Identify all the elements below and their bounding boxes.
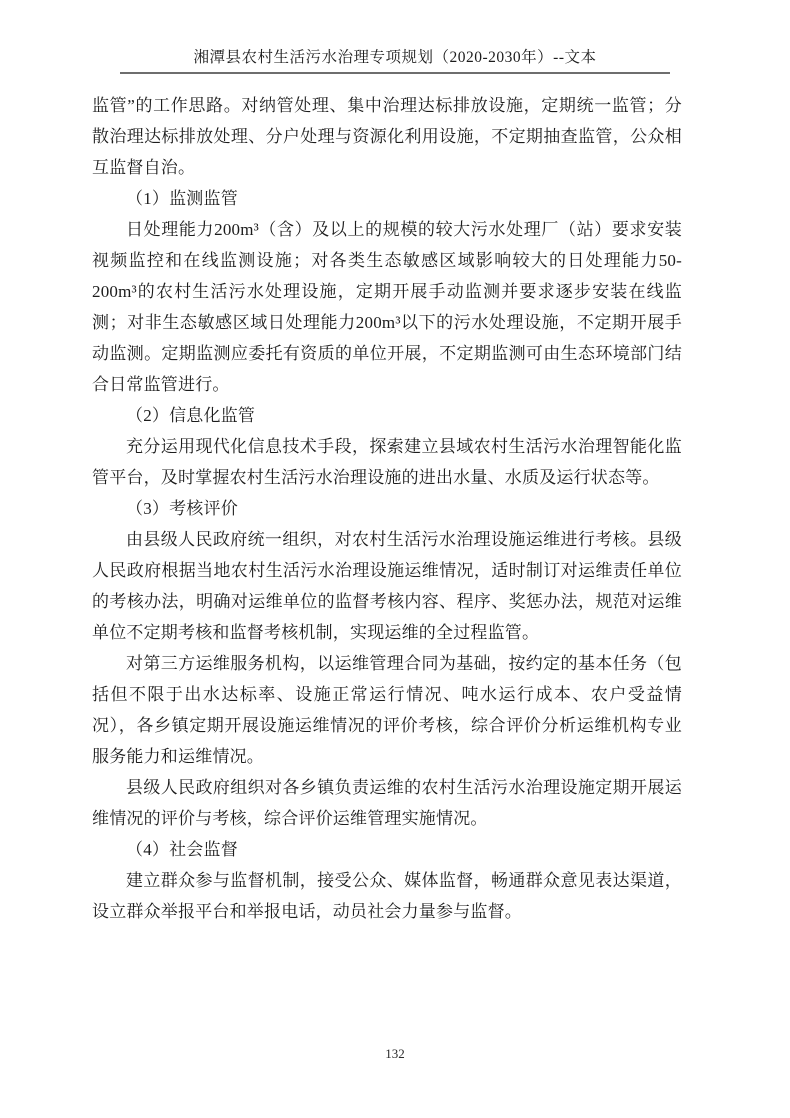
page-number: 132 [385,1046,405,1061]
paragraph: 由县级人民政府统一组织，对农村生活污水治理设施运维进行考核。县级人民政府根据当地农村生活污水治理设施运维情况，适时制订对运维责任单位的考核办法，明确对运维单位的监督考核内容、程序、奖惩办法，规范对运维单位不定期考核和监督考核机制，实现运维的全过程监管。 [92,530,682,642]
section-heading-2: （2）信息化监管 [126,406,256,425]
paragraph: 日处理能力200m³（含）及以上的规模的较大污水处理厂（站）要求安装视频监控和在线监测设施；对各类生态敏感区域影响较大的日处理能力50-200m³的农村生活污水处理设施，定期开展手动监测并要求逐步安装在线监测；对非生态敏感区域日处理能力200m³以下的污水处理设施，不定期开展手动监测。定期监测应委托有资质的单位开展，不定期监测可由生态环境部门结合日常监管进行。 [92,220,682,394]
page-header-title: 湘潭县农村生活污水治理专项规划（2020-2030年）--文本 [193,49,597,66]
document-body [92,90,682,927]
paragraph: 对第三方运维服务机构，以运维管理合同为基础，按约定的基本任务（包括但不限于出水达标率、设施正常运行情况、吨水运行成本、农户受益情况），各乡镇定期开展设施运维情况的评价考核，综合评价分析运维机构专业服务能力和运维情况。 [92,654,682,766]
section-heading-4: （4）社会监督 [126,840,238,859]
paragraph-continuation: 监管”的工作思路。对纳管处理、集中治理达标排放设施，定期统一监管；分散治理达标排放处理、分户处理与资源化利用设施，不定期抽查监管，公众相互监督自治。 [92,96,682,177]
section-heading-3: （3）考核评价 [126,499,238,518]
paragraph: 建立群众参与监督机制，接受公众、媒体监督，畅通群众意见表达渠道，设立群众举报平台和举报电话，动员社会力量参与监督。 [92,871,682,921]
paragraph: 县级人民政府组织对各乡镇负责运维的农村生活污水治理设施定期开展运维情况的评价与考核，综合评价运维管理实施情况。 [92,778,682,828]
section-heading-1: （1）监测监管 [126,189,238,208]
header-rule [120,72,670,74]
paragraph: 充分运用现代化信息技术手段，探索建立县域农村生活污水治理智能化监管平台，及时掌握农村生活污水治理设施的进出水量、水质及运行状态等。 [92,437,682,487]
